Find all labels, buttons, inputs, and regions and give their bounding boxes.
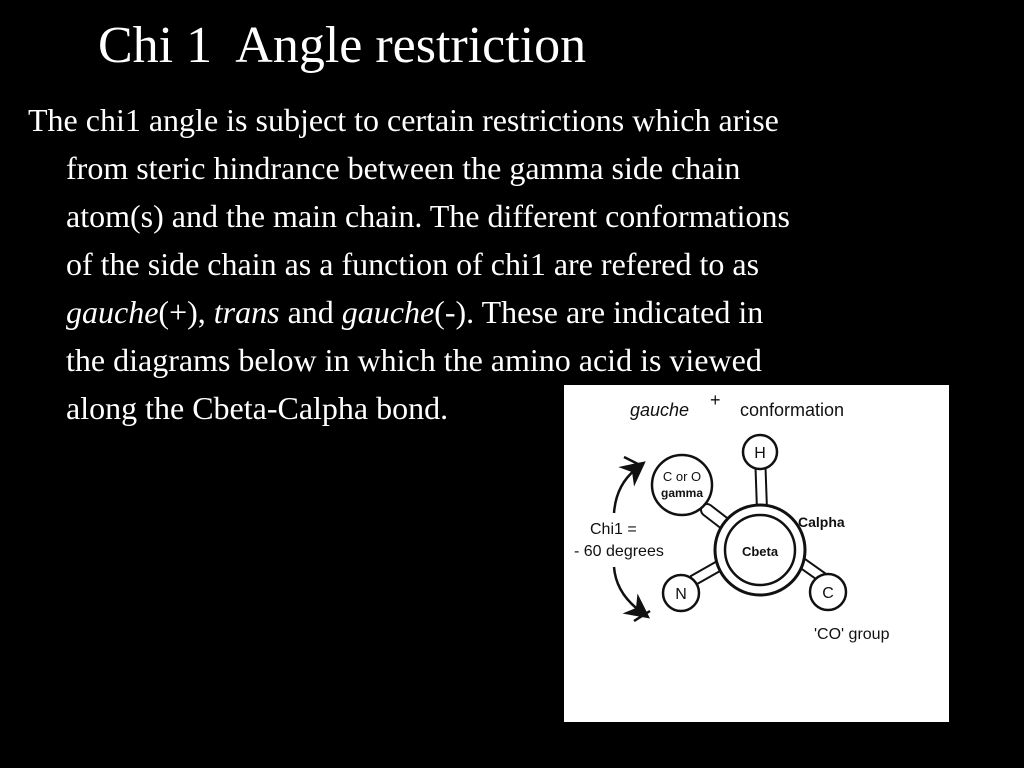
body-line-4: of the side chain as a function of chi1 are refered to as [66, 246, 760, 282]
gauche-plus-term: gauche [66, 294, 159, 330]
newman-projection-svg [564, 385, 949, 722]
slide-title: Chi 1 Angle restriction [98, 17, 587, 74]
rotation-tick-top [624, 457, 640, 465]
gauche-plus-diagram [564, 385, 949, 722]
chi1-label-line2: - 60 degrees [574, 543, 664, 560]
line5-rest: (-). These are indicated in [434, 294, 764, 330]
body-text [28, 96, 978, 432]
body-line-1: The chi1 angle is subject to certain restrictions which arise [28, 102, 779, 138]
diagram-heading-conformation: conformation [740, 400, 845, 420]
gauche-minus-term: gauche [341, 294, 435, 330]
diagram-heading-plus: + [710, 390, 721, 410]
rotation-arrow-up [614, 469, 636, 513]
diagram-heading-gauche: gauche [630, 400, 690, 420]
calpha-label: Calpha [798, 514, 845, 530]
rotation-tick-bottom [634, 611, 650, 621]
body-line-6: the diagrams below in which the amino acid is viewed [66, 342, 762, 378]
atom-c-label: C [822, 585, 834, 602]
body-line-7: along the Cbeta-Calpha bond. [66, 390, 449, 426]
rotation-arrow-down [614, 567, 640, 611]
co-group-label: 'CO' group [814, 626, 890, 643]
and-text: and [279, 294, 342, 330]
body-line-2: from steric hindrance between the gamma side chain [66, 150, 741, 186]
atom-cbeta-label: Cbeta [741, 544, 779, 559]
body-line-5 [28, 288, 978, 336]
atom-gamma-label-2: gamma [660, 486, 704, 500]
trans-term: trans [213, 294, 280, 330]
atom-gamma-label-1: C or O [662, 469, 702, 484]
gauche-plus-sign: (+), [158, 294, 214, 330]
atom-n-label: N [675, 586, 687, 603]
body-line-3: atom(s) and the main chain. The different conformations [66, 198, 790, 234]
atom-h-label: H [754, 445, 766, 462]
chi1-label-line1: Chi1 = [590, 521, 637, 538]
atom-gamma-circle [652, 455, 712, 515]
